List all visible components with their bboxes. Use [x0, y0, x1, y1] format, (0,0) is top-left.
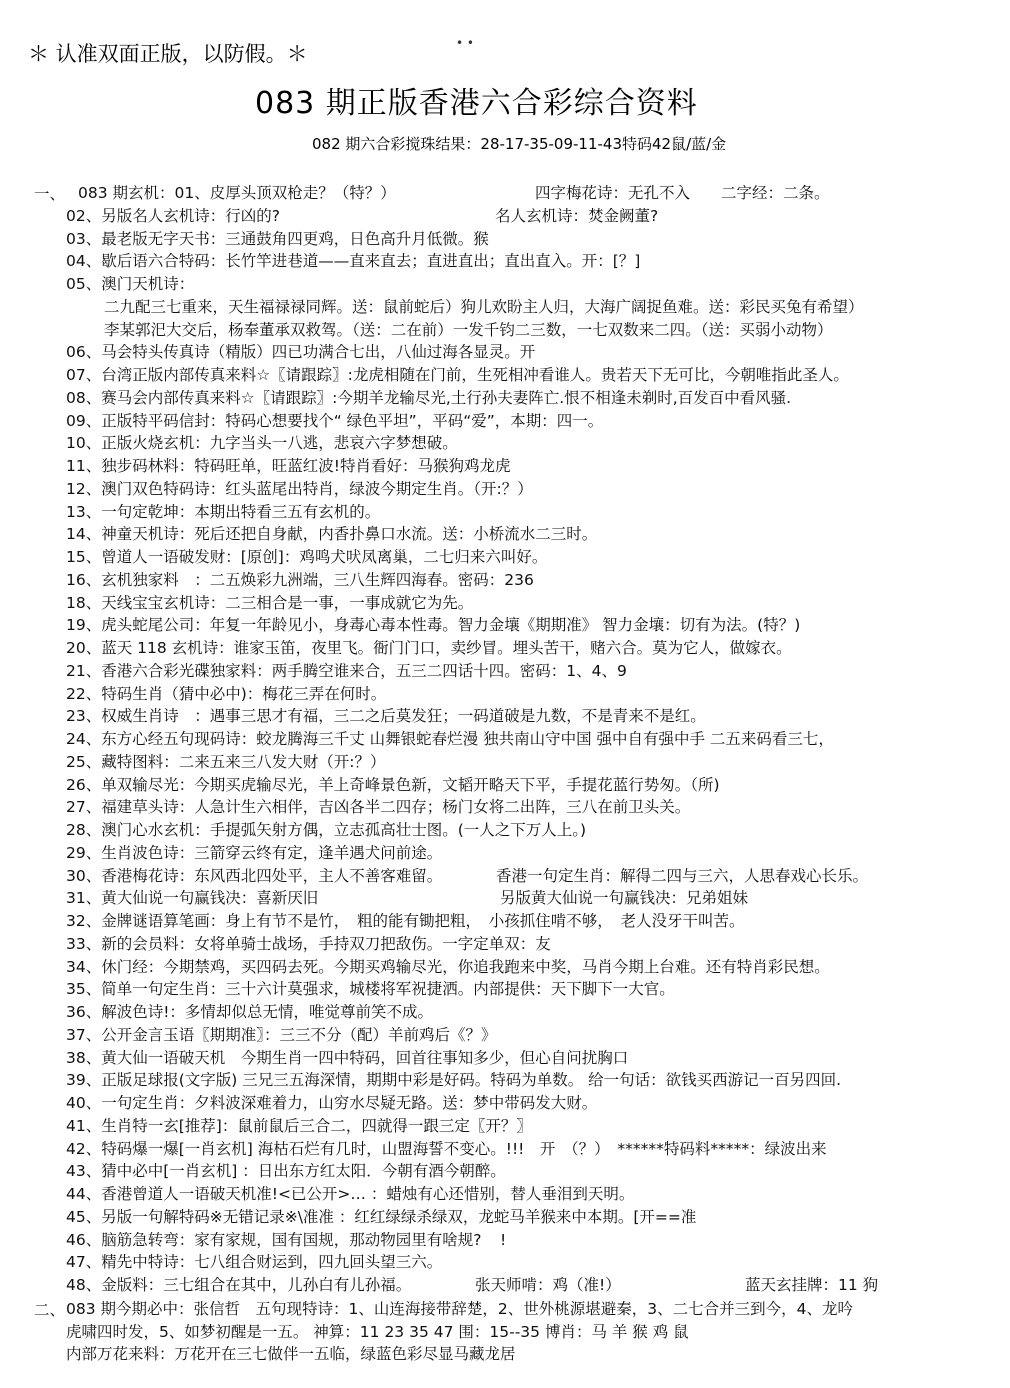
- line-text: 13、一句定乾坤：本期出特看三五有玄机的。: [66, 502, 381, 521]
- section-one-line: [66, 1024, 496, 1046]
- line-text: 11、独步码林料：特码旺单，旺蓝红波!特肖看好：马猴狗鸡龙虎: [66, 457, 511, 475]
- line-extra-text: 名人玄机诗：焚金阙董?: [495, 206, 659, 225]
- section-one-line: [66, 273, 194, 295]
- anti-counterfeit-notice: ＊ 认准双面正版，以防假。＊: [28, 42, 308, 66]
- line-text: 26、单双输尽光：今期买虎输尽光，羊上奇峰景色新，文韬开略天下平，手提花蓝行势匆。（所): [66, 775, 720, 794]
- line-text: 12、澳门双色特码诗：红头蓝尾出特肖，绿波今期定生肖。（开:？）: [66, 479, 533, 498]
- line-text: 李某郭汜大交后，杨奉董承双救驾。（送：二在前）一发千钧二三数，一七双数来二四。（送：买弱小动物）: [104, 320, 833, 339]
- section-one-line: [66, 523, 597, 545]
- decorative-dots: • •: [456, 36, 474, 50]
- section-one-line: [66, 683, 386, 705]
- section-one-line: [66, 751, 385, 773]
- section-one-line: [66, 728, 834, 750]
- line-text: 33、新的会员料：女将单骑士战场，手持双刀把敌伤。一字定单双：友: [66, 934, 551, 953]
- line-text: 34、休门经：今期禁鸡，买四码去死。今期买鸡输尽光，你追我跑来中奖，马肖今期上台难。还有特肖彩民想。: [66, 957, 830, 976]
- previous-draw-result: 082 期六合彩搅珠结果：28-17-35-09-11-43特码42鼠/蓝/金: [312, 135, 727, 153]
- line-extra-text: 张天师啃：鸡（准!）: [475, 1276, 621, 1294]
- line-text: 24、东方心经五句现码诗：蛟龙腾海三千丈 山舞银蛇春烂漫 独共南山守中国 强中自有强中手 二五来码看三七，: [66, 730, 834, 748]
- section-one-line: [66, 1138, 827, 1160]
- line-text: 07、台湾正版内部传真来料☆〖请跟踪〗:龙虎相随在门前，生死相冲看谁人。贵若天下无可比，今朝唯指此圣人。: [66, 366, 849, 384]
- section-one-line: [66, 1160, 506, 1182]
- line-text: 19、虎头蛇尾公司：年复一年龄见小，身毒心毒本性毒。智力金壤《期期准》 智力金壤：切有为法。(特？): [66, 616, 801, 635]
- section-one-line: [66, 1274, 411, 1296]
- section-one-line: [66, 637, 792, 659]
- line-text: 45、另版一句解特码※无错记录※\准准 ：红红绿绿杀绿双，龙蛇马羊猴来中本期。[开==准: [66, 1207, 697, 1226]
- line-text: 20、蓝天 118 玄机诗：谁家玉笛，夜里飞。衙门门口，卖纱冒。埋头苦干，赌六合。莫为它人，做嫁衣。: [66, 639, 792, 657]
- line-text: 35、简单一句定生肖：三十六计莫强求，城楼将军祝捷洒。内部提供：天下脚下一大官。: [66, 980, 675, 999]
- section-one-line: [66, 569, 534, 591]
- line-text: 38、黄大仙一语破天机 今期生肖一四中特码，回首往事知多少，但心自问扰胸口: [66, 1048, 629, 1067]
- section-one-line: [66, 1206, 696, 1228]
- line-text: 22、特码生肖（猜中必中)：梅花三弄在何时。: [66, 684, 387, 703]
- line-text: 41、生肖特一玄[推荐]：鼠前鼠后三合二，四就得一跟三定〖开？〗: [66, 1116, 532, 1135]
- section-one-line: [66, 1092, 597, 1114]
- section-one-line: [66, 910, 744, 932]
- line-text: 37、公开金言玉语〖期期准〗：三三不分（配）羊前鸡后《？》: [66, 1025, 497, 1044]
- section-one-line: [66, 614, 800, 636]
- section-one-line: [66, 865, 442, 887]
- section-one-line: [66, 432, 458, 454]
- section-one-line: [66, 546, 547, 568]
- line-text: 10、正版火烧玄机：九字当头一八逃，悲哀六字梦想破。: [66, 434, 458, 453]
- line-text: 21、香港六合彩光碟独家料：两手腾空谁来合，五三二四话十四。密码：1、4、9: [66, 661, 627, 680]
- line-text: 32、金牌谜语算笔画：身上有节不是竹， 粗的能有锄把粗， 小孩抓住啃不够， 老人没牙干叫苦。: [66, 912, 745, 930]
- section-two-line: 虎啸四时发，5、如梦初醒是一五。 神算：11 23 35 47 围：15--35 博肖：马 羊 猴 鸡 鼠: [66, 1322, 689, 1341]
- line-text: 05、澳门天机诗：: [66, 275, 195, 293]
- section-one-line: [66, 1001, 433, 1023]
- section-one-line: [66, 933, 551, 955]
- section-two-line: 内部万花来料：万花开在三七做伴一五临，绿蓝色彩尽显马藏龙居: [66, 1345, 516, 1364]
- section-one-line: [66, 228, 489, 250]
- section-one-line: [66, 1115, 532, 1137]
- section-one-line: [66, 660, 627, 682]
- line-text: 08、赛马会内部传真来料☆〖请跟踪〗:今期羊龙输尽光,土行孙夫妻阵亡.恨不相逢未剃时,百发百中看风骚.: [66, 388, 792, 407]
- section-one-line: [66, 1047, 628, 1069]
- section-one-line: [66, 341, 535, 363]
- line-text: 25、藏特图料：二来五来三八发大财（开:？）: [66, 752, 386, 771]
- section-one-line: [66, 592, 473, 614]
- line-text: 16、玄机独家料 ：二五焕彩九洲端，三八生辉四海春。密码：236: [66, 570, 534, 589]
- line-text: 44、香港曾道人一语破天机准!<已公开>… ：蜡烛有心还惜别，替人垂泪到天明。: [66, 1185, 635, 1203]
- line-text: 18、天线宝宝玄机诗：二三相合是一事，一事成就它为先。: [66, 593, 474, 612]
- section-one-line: [66, 1183, 634, 1205]
- line-text: 14、神童天机诗：死后还把自身献，内香扑鼻口水流。送：小桥流水二三时。: [66, 525, 598, 544]
- line-text: 27、福建草头诗：人急计生六相伴，吉凶各半二四存；杨门女将二出阵，三八在前卫头关。: [66, 798, 691, 817]
- line-text: 二九配三七重来，天生福禄禄同辉。送：鼠前蛇后）狗儿欢盼主人归，大海广阔捉鱼难。送：彩民买兔有希望）: [104, 297, 864, 316]
- line-text: 083 期玄机：01、皮厚头顶双枪走？（特？）: [78, 184, 396, 202]
- section-one-line: [66, 501, 380, 523]
- section-one-line: [66, 774, 720, 796]
- line-text: 40、一句定生肖：夕料波深难着力，山穷水尽疑无路。送：梦中带码发大财。: [66, 1094, 598, 1112]
- line-text: 09、正版特平码信封：特码心想要找个“ 绿色平坦”，平码“爱”，本期：四一。: [66, 411, 604, 430]
- line-text: 28、澳门心水玄机：手提弧矢射方偶，立志孤高壮士图。(一人之下万人上。): [66, 821, 587, 839]
- line-extra-text-2: 蓝天玄挂牌：11 狗: [745, 1276, 879, 1294]
- section-one-line: [66, 205, 280, 227]
- section-one-line: [66, 842, 442, 864]
- section-one-line: [66, 250, 640, 272]
- section-one-line: [78, 182, 396, 204]
- line-text: 30、香港梅花诗：东风西北四处平，主人不善客难留。: [66, 866, 443, 885]
- line-text: 48、金版料：三七组合在其中，儿孙白有儿孙福。: [66, 1276, 412, 1294]
- section-one-line: [66, 796, 690, 818]
- section-one-line: [66, 410, 603, 432]
- line-extra-text: 香港一句定生肖：解得二四与三六，人思春戏心长乐。: [496, 866, 869, 885]
- line-text: 04、歇后语六合特码：长竹竿进巷道——直来直去；直进直出；直出直入。开：[？]: [66, 252, 641, 271]
- section-one-line: [66, 1251, 442, 1273]
- line-text: 03、最老版无字天书：三通鼓角四更鸡，日色高升月低微。猴: [66, 229, 489, 248]
- line-text: 23、权威生肖诗 ：遇事三思才有福，三二之后莫发狂；一码道破是九数，不是青来不是红。: [66, 707, 706, 726]
- section-one-line: [66, 978, 675, 1000]
- section-one-line: [104, 319, 833, 341]
- section-two-line: 083 期今期必中：张信哲 五句现特诗：1、山连海接带辞楚，2、世外桃源堪避秦，3、二七合并三到今，4、龙吟: [66, 1299, 853, 1318]
- line-text: 43、猜中必中[一肖玄机] ：日出东方红太阳．今朝有酒今朝醉。: [66, 1162, 506, 1181]
- section-one-line: [66, 887, 318, 909]
- line-extra-text: !: [500, 1230, 507, 1249]
- section-one-line: [66, 387, 791, 409]
- line-text: 31、黄大仙说一句赢钱决：喜新厌旧: [66, 889, 319, 908]
- line-extra-text: 另版黄大仙说一句赢钱决：兄弟姐妹: [500, 889, 749, 908]
- section-one-line: [66, 819, 586, 841]
- section-one-number: 一、: [34, 185, 66, 203]
- line-text: 36、解波色诗!：多情却似总无情，唯觉尊前笑不成。: [66, 1003, 433, 1021]
- line-text: 02、另版名人玄机诗：行凶的?: [66, 206, 280, 225]
- line-extra-text: 四字梅花诗：无孔不入 二字经：二条。: [535, 184, 830, 202]
- section-one-line: [66, 956, 830, 978]
- section-one-line: [66, 364, 849, 386]
- line-text: 15、曾道人一语破发财：[原创]：鸡鸣犬吠凤离巢，二七归来六叫好。: [66, 548, 548, 566]
- line-text: 39、正版足球报(文字版) 三兄三五海深情，期期中彩是好码。特码为单数。 给一句话：欲钱买西游记一百另四回.: [66, 1071, 842, 1090]
- section-two-number: 二、: [34, 1300, 66, 1319]
- section-one-line: [66, 705, 706, 727]
- page-title: 083 期正版香港六合彩综合资料: [255, 86, 698, 121]
- section-one-line: [66, 1229, 481, 1251]
- section-one-line: [66, 1069, 841, 1091]
- line-text: 06、马会特头传真诗（精版）四已功满合七出，八仙过海各显灵。开: [66, 343, 536, 362]
- line-text: 46、脑筋急转弯：家有家规，国有国规，那动物园里有啥规?: [66, 1230, 482, 1249]
- line-text: 29、生肖波色诗：三箭穿云终有定，逢羊遇犬问前途。: [66, 843, 443, 862]
- section-one-line: [66, 478, 533, 500]
- line-text: 47、精先中特诗：七八组合财运到，四九回头望三六。: [66, 1253, 443, 1272]
- line-text: 42、特码爆一爆[一肖玄机] 海枯石烂有几时，山盟海誓不变心。!!! 开 （？） ******特码料*****：绿波出来: [66, 1139, 827, 1158]
- section-one-line: [104, 296, 864, 318]
- section-one-line: [66, 455, 510, 477]
